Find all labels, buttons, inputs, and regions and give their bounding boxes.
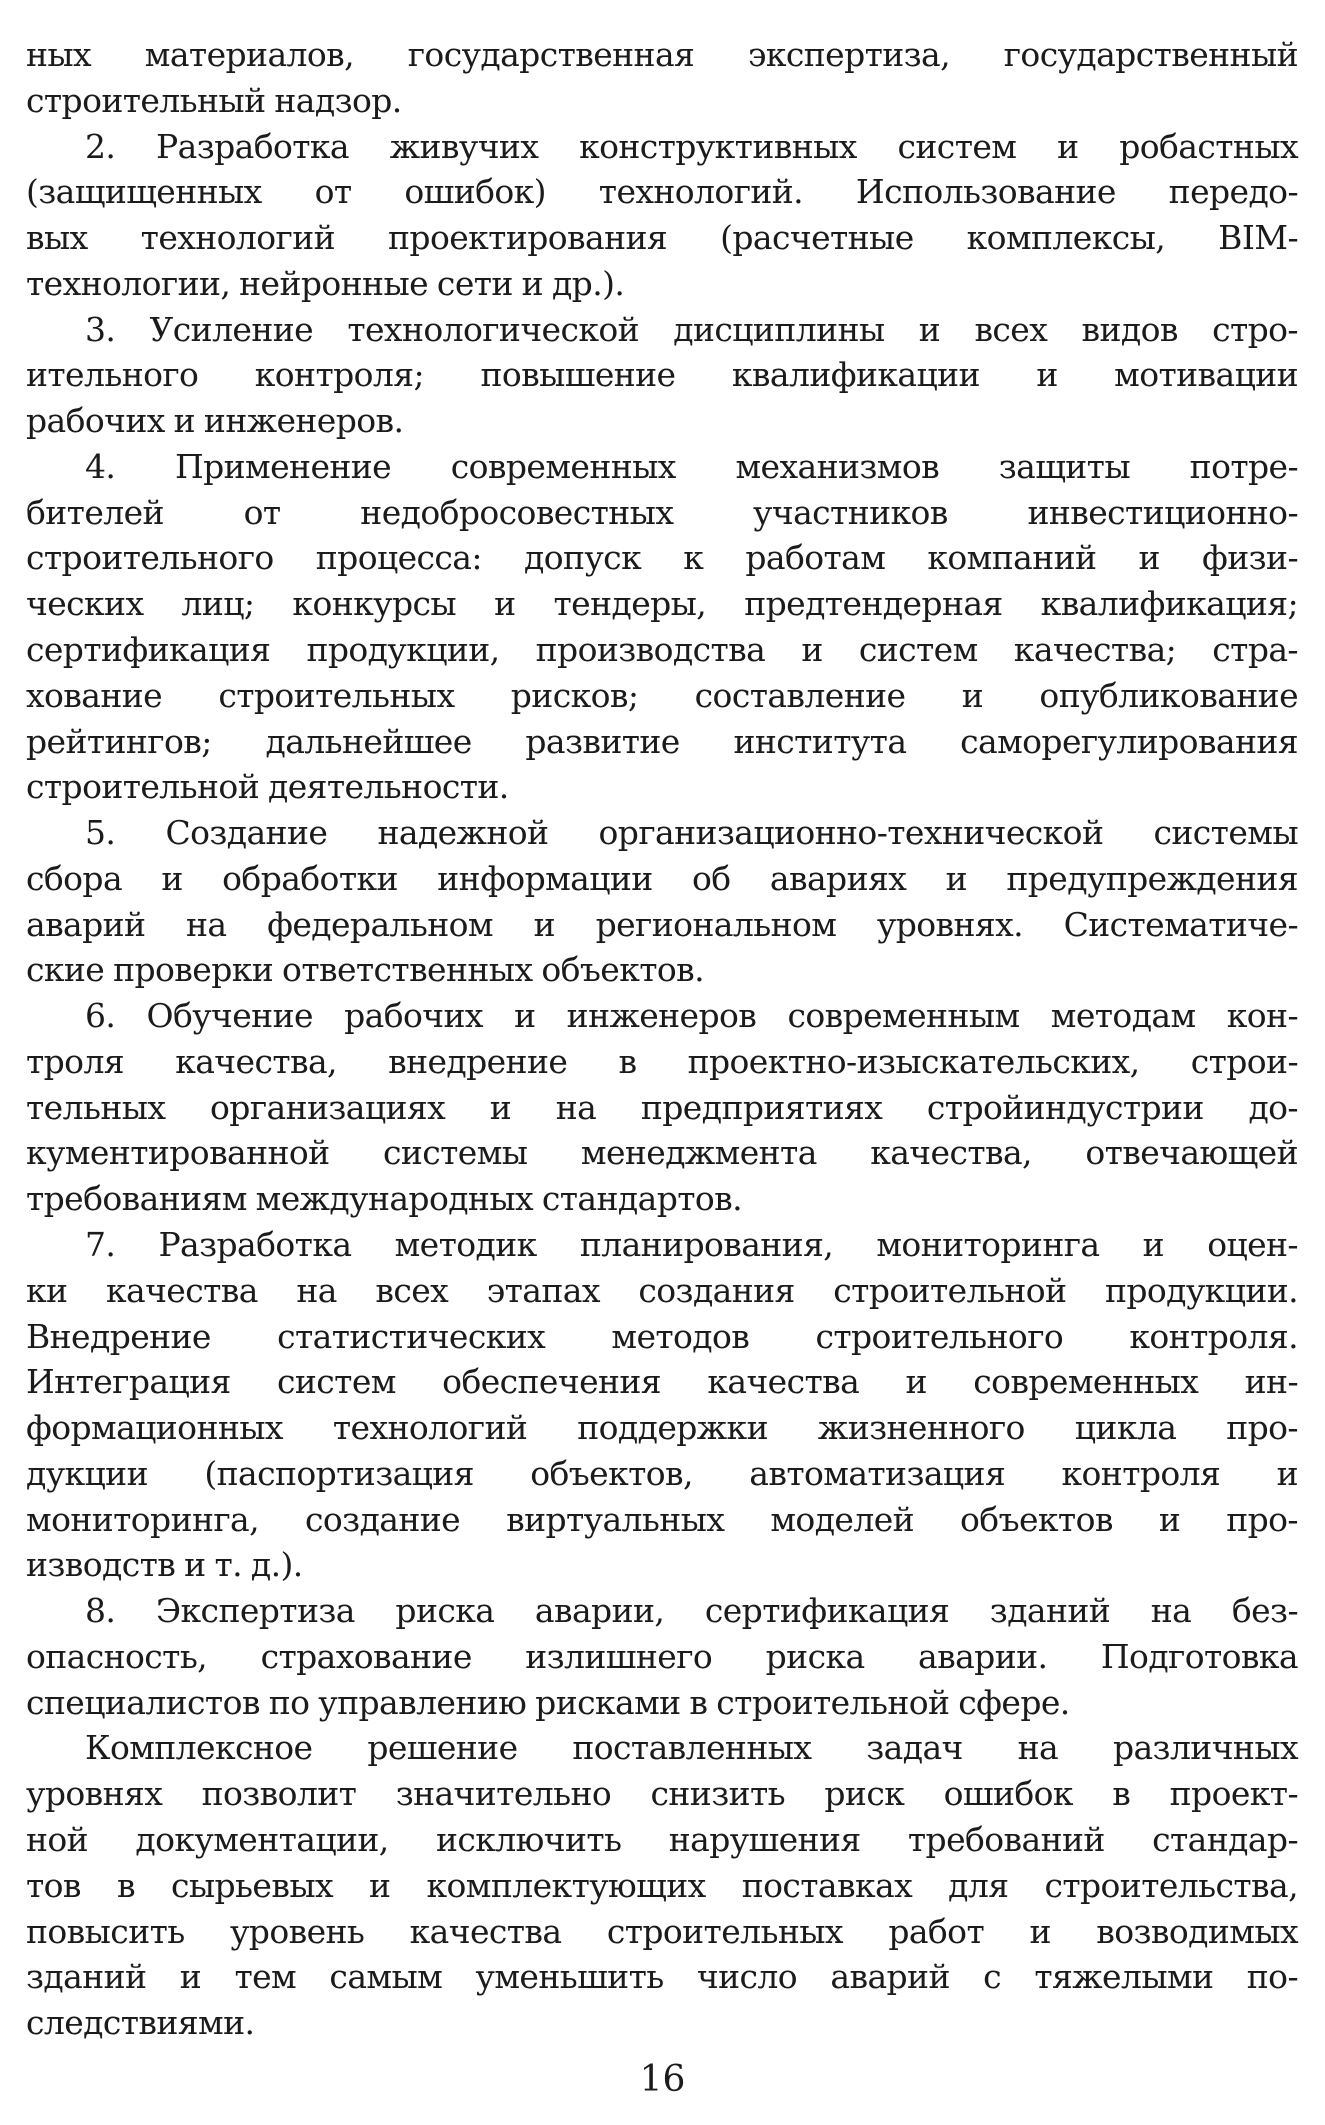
- text-line: 6. Обучение рабочих и инженеров современным методам кон-: [85, 996, 1298, 1036]
- text-line: технологии, нейронные сети и др.).: [26, 263, 625, 303]
- text-line: специалистов по управлению рисками в строительной сфере.: [26, 1682, 1070, 1722]
- text-line: опасность, страхование излишнего риска аварии. Подготовка: [26, 1636, 1298, 1676]
- text-line: 7. Разработка методик планирования, мониторинга и оцен-: [85, 1225, 1298, 1265]
- text-line: уровнях позволит значительно снизить риск ошибок в проект-: [26, 1774, 1298, 1814]
- text-line: рабочих и инженеров.: [26, 401, 404, 441]
- text-line: требованиям международных стандартов.: [26, 1179, 743, 1219]
- text-line: тельных организациях и на предприятиях стройиндустрии до-: [26, 1087, 1298, 1127]
- text-line: ские проверки ответственных объектов.: [26, 950, 705, 990]
- text-line: зданий и тем самым уменьшить число аварий с тяжелыми по-: [26, 1957, 1298, 1997]
- text-line: изводств и т. д.).: [26, 1545, 303, 1585]
- text-line: ной документации, исключить нарушения требований стандар-: [26, 1820, 1298, 1860]
- text-line: сбора и обработки информации об авариях и предупреждения: [26, 858, 1298, 898]
- text-line: Комплексное решение поставленных задач на различных: [85, 1728, 1298, 1768]
- page-number: 16: [639, 2059, 686, 2100]
- text-line: бителей от недобросовестных участников инвестиционно-: [26, 492, 1298, 532]
- text-line: ческих лиц; конкурсы и тендеры, предтендерная квалификация;: [26, 584, 1298, 624]
- text-line: строительного процесса: допуск к работам компаний и физи-: [26, 538, 1298, 578]
- text-line: строительный надзор.: [26, 80, 402, 120]
- text-line: Внедрение статистических методов строительного контроля.: [26, 1316, 1298, 1356]
- text-line: вых технологий проектирования (расчетные комплексы, BIM-: [26, 218, 1298, 258]
- text-line: ительного контроля; повышение квалификации и мотивации: [26, 355, 1298, 395]
- text-line: 5. Создание надежной организационно-технической системы: [85, 813, 1298, 853]
- text-line: формационных технологий поддержки жизненного цикла про-: [26, 1408, 1298, 1448]
- text-line: строительной деятельности.: [26, 767, 509, 807]
- text-line: тов в сырьевых и комплектующих поставках для строительства,: [26, 1865, 1298, 1905]
- text-line: 3. Усиление технологической дисциплины и всех видов стро-: [85, 309, 1298, 349]
- text-line: Интеграция систем обеспечения качества и современных ин-: [26, 1362, 1298, 1402]
- text-line: аварий на федеральном и региональном уровнях. Систематиче-: [26, 904, 1298, 944]
- text-line: дукции (паспортизация объектов, автоматизация контроля и: [26, 1453, 1298, 1493]
- text-line: повысить уровень качества строительных работ и возводимых: [26, 1911, 1298, 1951]
- text-line: 2. Разработка живучих конструктивных систем и робастных: [85, 126, 1298, 166]
- text-line: 4. Применение современных механизмов защиты потре-: [85, 446, 1298, 486]
- text-line: ных материалов, государственная экспертиза, государственный: [26, 35, 1298, 74]
- text-line: хование строительных рисков; составление и опубликование: [26, 675, 1298, 715]
- text-line: рейтингов; дальнейшее развитие института саморегулирования: [26, 721, 1298, 761]
- text-line: троля качества, внедрение в проектно-изыскательских, строи-: [26, 1041, 1298, 1081]
- text-line: сертификация продукции, производства и систем качества; стра-: [26, 630, 1298, 669]
- text-line: ки качества на всех этапах создания строительной продукции.: [26, 1270, 1298, 1310]
- text-line: мониторинга, создание виртуальных моделей объектов и про-: [26, 1499, 1298, 1539]
- text-line: следствиями.: [26, 2003, 255, 2043]
- text-line: 8. Экспертиза риска аварии, сертификация зданий на без-: [85, 1591, 1298, 1631]
- text-line: кументированной системы менеджмента качества, отвечающей: [26, 1133, 1298, 1173]
- text-line: (защищенных от ошибок) технологий. Использование передо-: [26, 172, 1298, 212]
